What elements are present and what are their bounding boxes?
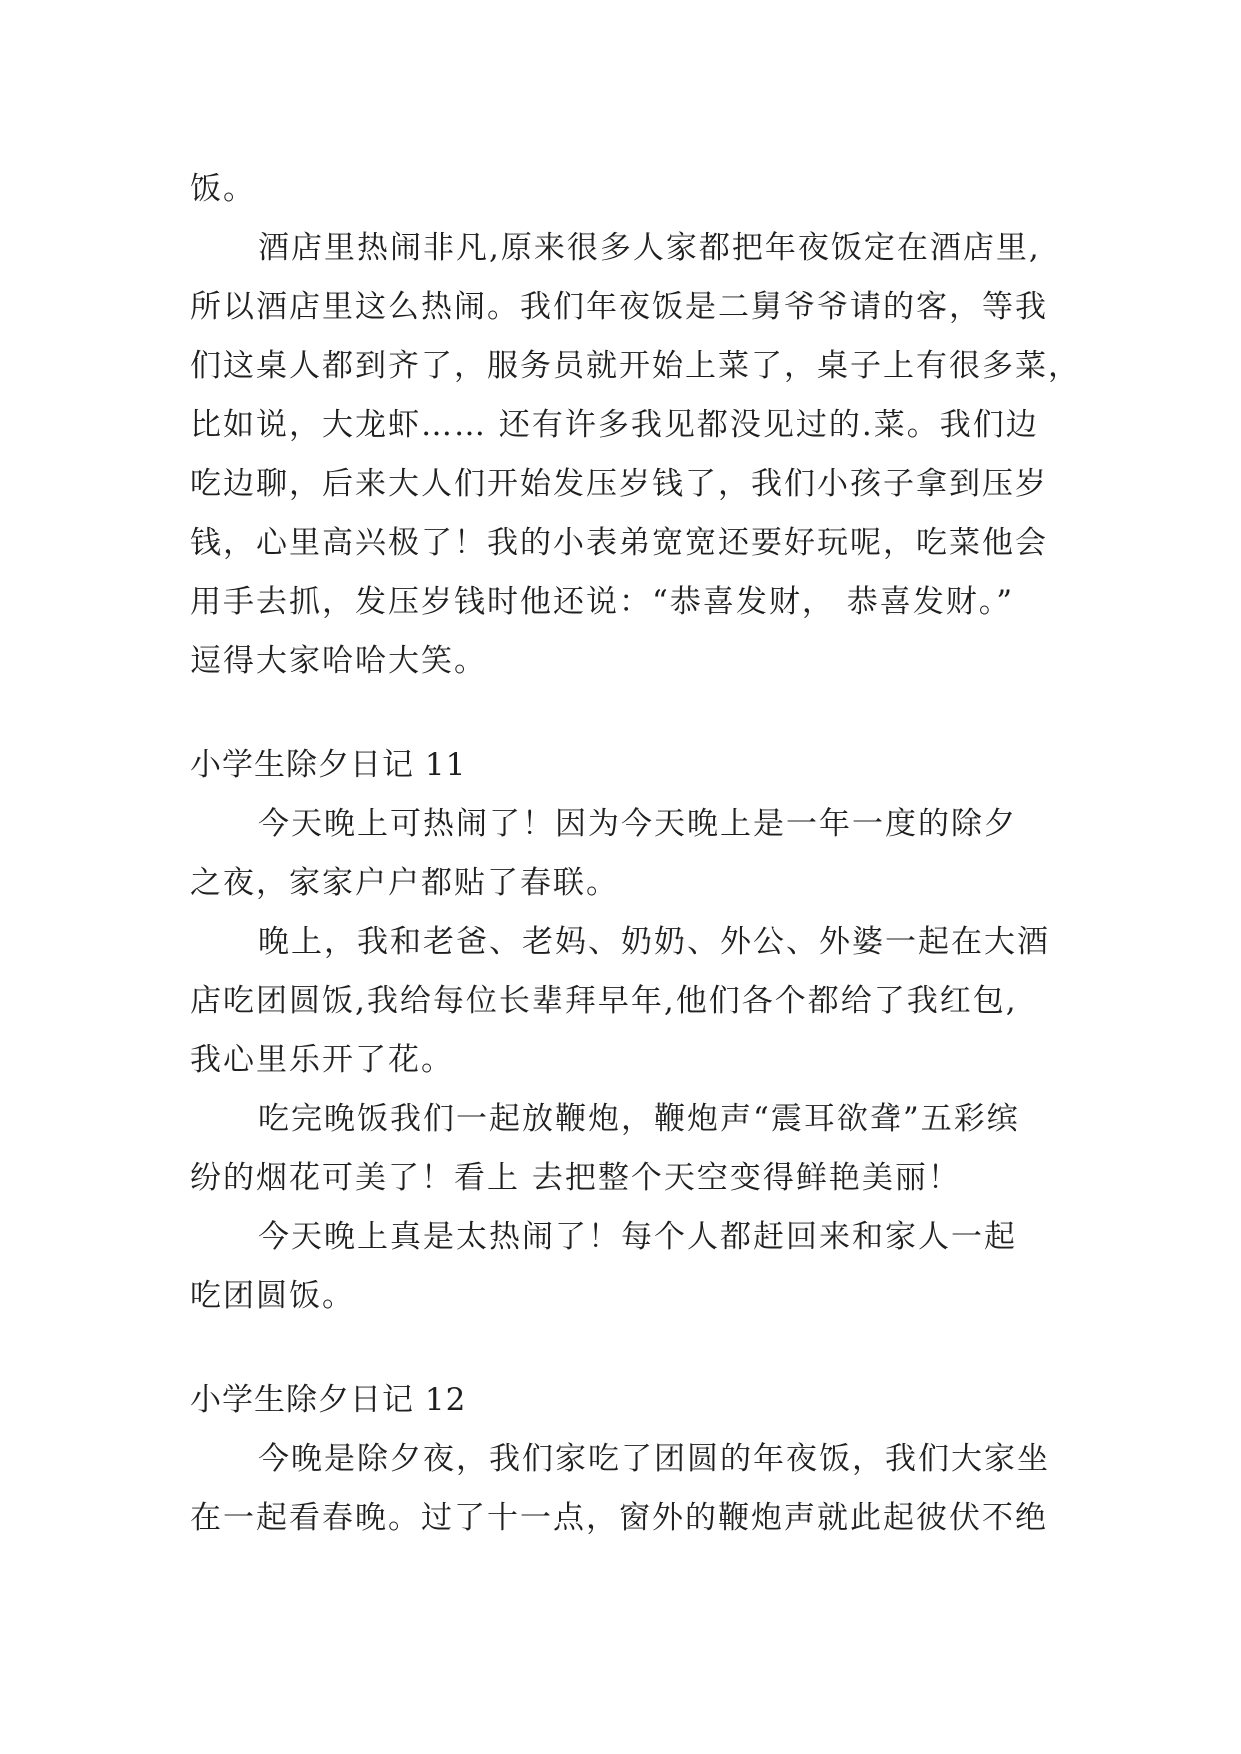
- document-body: [190, 160, 1090, 1548]
- paragraph-line: 所以酒店里这么热闹。我们年夜饭是二舅爷爷请的客，等我: [190, 289, 1048, 325]
- section-gap: [190, 1326, 1090, 1371]
- section-title: 小学生除夕日记 11: [190, 747, 467, 783]
- paragraph-line: 逗得大家哈哈大笑。: [190, 643, 487, 679]
- section-gap: [190, 691, 1090, 736]
- paragraph-line: 店吃团圆饭,我给每位长辈拜早年,他们各个都给了我红包,: [190, 983, 1018, 1019]
- paragraph-line: 我心里乐开了花。: [190, 1042, 454, 1078]
- paragraph-line: 钱，心里高兴极了！我的小表弟宽宽还要好玩呢，吃菜他会: [190, 525, 1048, 561]
- paragraph-line: 今天晚上真是太热闹了！每个人都赶回来和家人一起: [258, 1219, 1017, 1255]
- paragraph-line: 比如说，大龙虾…… 还有许多我见都没见过的.菜。我们边: [190, 407, 1039, 443]
- paragraph-line: 吃完晚饭我们一起放鞭炮，鞭炮声“震耳欲聋”五彩缤: [258, 1101, 1020, 1137]
- paragraph-line: 今天晚上可热闹了！因为今天晚上是一年一度的除夕: [258, 806, 1017, 842]
- paragraph-line: 在一起看春晚。过了十一点，窗外的鞭炮声就此起彼伏不绝: [190, 1500, 1048, 1536]
- paragraph-line: 用手去抓，发压岁钱时他还说：“恭喜发财， 恭喜发财。”: [190, 584, 1015, 620]
- paragraph-line: 今晚是除夕夜，我们家吃了团圆的年夜饭，我们大家坐: [258, 1441, 1050, 1477]
- paragraph-line: 饭。: [190, 171, 256, 207]
- paragraph-line: 酒店里热闹非凡,原来很多人家都把年夜饭定在酒店里,: [258, 230, 1041, 266]
- section-title: 小学生除夕日记 12: [190, 1382, 467, 1418]
- paragraph-line: 吃团圆饭。: [190, 1278, 355, 1314]
- paragraph-line: 之夜，家家户户都贴了春联。: [190, 865, 619, 901]
- paragraph-line: 纷的烟花可美了！看上 去把整个天空变得鲜艳美丽！: [190, 1160, 961, 1196]
- paragraph-line: 们这桌人都到齐了，服务员就开始上菜了，桌子上有很多菜，: [190, 348, 1081, 384]
- paragraph-line: 晚上，我和老爸、老妈、奶奶、外公、外婆一起在大酒: [258, 924, 1050, 960]
- paragraph-line: 吃边聊，后来大人们开始发压岁钱了，我们小孩子拿到压岁: [190, 466, 1048, 502]
